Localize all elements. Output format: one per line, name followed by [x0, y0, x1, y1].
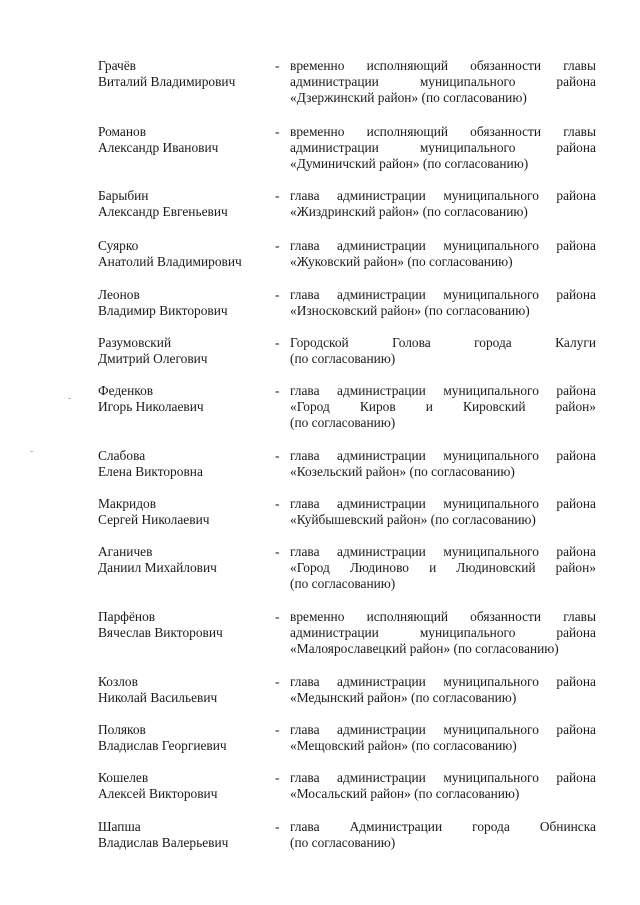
role-line: глава администрации муниципального района: [290, 770, 596, 785]
role-line: глава администрации муниципального района: [290, 448, 596, 463]
role-line: глава администрации муниципального района: [290, 496, 596, 511]
role-line: «Мещовский район» (по согласованию): [290, 738, 517, 753]
role-line: временно исполняющий обязанности главы: [290, 124, 596, 139]
member-role: [290, 188, 596, 220]
member-name: [98, 383, 273, 415]
role-line: временно исполняющий обязанности главы: [290, 58, 596, 73]
member-role: [290, 58, 596, 106]
member-name: [98, 188, 273, 220]
list-dash: -: [275, 819, 280, 834]
list-dash: -: [275, 448, 280, 463]
list-dash: -: [275, 238, 280, 253]
member-given-names: Вячеслав Викторович: [98, 625, 223, 640]
member-given-names: Владимир Викторович: [98, 303, 228, 318]
list-dash: -: [275, 287, 280, 302]
member-role: [290, 674, 596, 706]
member-role: [290, 819, 596, 851]
member-given-names: Александр Иванович: [98, 140, 219, 155]
role-line: глава администрации муниципального района: [290, 188, 596, 203]
list-dash: -: [275, 496, 280, 511]
role-line: администрации муниципального района: [290, 625, 596, 640]
member-role: [290, 609, 596, 657]
member-given-names: Владислав Валерьевич: [98, 835, 229, 850]
role-line: глава администрации муниципального района: [290, 722, 596, 737]
member-surname: Феденков: [98, 383, 154, 398]
role-line: глава администрации муниципального района: [290, 674, 596, 689]
member-name: [98, 124, 273, 156]
role-line: «Малоярославецкий район» (по согласованию): [290, 641, 559, 656]
member-surname: Слабова: [98, 448, 146, 463]
member-name: [98, 238, 273, 270]
member-name: [98, 335, 273, 367]
list-dash: -: [275, 58, 280, 73]
member-given-names: Сергей Николаевич: [98, 512, 210, 527]
role-line: «Козельский район» (по согласованию): [290, 464, 515, 479]
role-line: глава администрации муниципального района: [290, 238, 596, 253]
member-surname: Романов: [98, 124, 147, 139]
member-name: [98, 544, 273, 576]
member-surname: Леонов: [98, 287, 140, 302]
member-role: [290, 496, 596, 528]
member-given-names: Игорь Николаевич: [98, 399, 204, 414]
role-line: «Износковский район» (по согласованию): [290, 303, 530, 318]
member-given-names: Анатолий Владимирович: [98, 254, 242, 269]
role-line: «Жуковский район» (по согласованию): [290, 254, 513, 269]
member-given-names: Виталий Владимирович: [98, 74, 236, 89]
member-role: [290, 544, 596, 592]
member-given-names: Николай Васильевич: [98, 690, 218, 705]
role-line: «Город Киров и Кировский район»: [290, 399, 596, 414]
member-surname: Поляков: [98, 722, 146, 737]
role-line: «Жиздринский район» (по согласованию): [290, 204, 528, 219]
member-name: [98, 58, 273, 90]
member-given-names: Владислав Георгиевич: [98, 738, 227, 753]
member-name: [98, 819, 273, 851]
member-name: [98, 287, 273, 319]
role-line: «Куйбышевский район» (по согласованию): [290, 512, 536, 527]
list-dash: -: [275, 544, 280, 559]
list-dash: -: [275, 124, 280, 139]
member-role: [290, 335, 596, 367]
member-name: [98, 496, 273, 528]
member-surname: Шапша: [98, 819, 141, 834]
member-surname: Суярко: [98, 238, 139, 253]
role-line: (по согласованию): [290, 835, 396, 850]
role-line: «Дзержинский район» (по согласованию): [290, 90, 527, 105]
member-role: [290, 124, 596, 172]
member-surname: Грачёв: [98, 58, 137, 73]
member-surname: Макридов: [98, 496, 157, 511]
scan-mark: [68, 398, 71, 399]
list-dash: -: [275, 188, 280, 203]
role-line: (по согласованию): [290, 351, 396, 366]
member-role: [290, 448, 596, 480]
member-surname: Козлов: [98, 674, 138, 689]
role-line: «Думиничский район» (по согласованию): [290, 156, 529, 171]
member-given-names: Дмитрий Олегович: [98, 351, 208, 366]
list-dash: -: [275, 609, 280, 624]
list-dash: -: [275, 383, 280, 398]
role-line: «Медынский район» (по согласованию): [290, 690, 517, 705]
member-surname: Парфёнов: [98, 609, 156, 624]
role-line: (по согласованию): [290, 415, 396, 430]
role-line: (по согласованию): [290, 576, 396, 591]
member-name: [98, 448, 273, 480]
list-dash: -: [275, 335, 280, 350]
role-line: «Город Людиново и Людиновский район»: [290, 560, 596, 575]
member-given-names: Александр Евгеньевич: [98, 204, 228, 219]
role-line: глава администрации муниципального района: [290, 383, 596, 398]
list-dash: -: [275, 770, 280, 785]
role-line: «Мосальский район» (по согласованию): [290, 786, 520, 801]
role-line: глава администрации муниципального района: [290, 544, 596, 559]
member-role: [290, 287, 596, 319]
list-dash: -: [275, 722, 280, 737]
member-given-names: Елена Викторовна: [98, 464, 203, 479]
member-role: [290, 238, 596, 270]
member-given-names: Даниил Михайлович: [98, 560, 217, 575]
member-name: [98, 722, 273, 754]
role-line: Городской Голова города Калуги: [290, 335, 596, 350]
member-surname: Разумовский: [98, 335, 172, 350]
member-name: [98, 609, 273, 641]
role-line: администрации муниципального района: [290, 74, 596, 89]
member-role: [290, 722, 596, 754]
role-line: глава администрации муниципального района: [290, 287, 596, 302]
member-surname: Барыбин: [98, 188, 149, 203]
member-surname: Аганичев: [98, 544, 153, 559]
list-dash: -: [275, 674, 280, 689]
member-name: [98, 674, 273, 706]
member-role: [290, 383, 596, 431]
role-line: глава Администрации города Обнинска: [290, 819, 596, 834]
member-surname: Кошелев: [98, 770, 149, 785]
role-line: временно исполняющий обязанности главы: [290, 609, 596, 624]
member-given-names: Алексей Викторович: [98, 786, 218, 801]
scan-mark: [30, 451, 33, 452]
member-name: [98, 770, 273, 802]
role-line: администрации муниципального района: [290, 140, 596, 155]
member-role: [290, 770, 596, 802]
